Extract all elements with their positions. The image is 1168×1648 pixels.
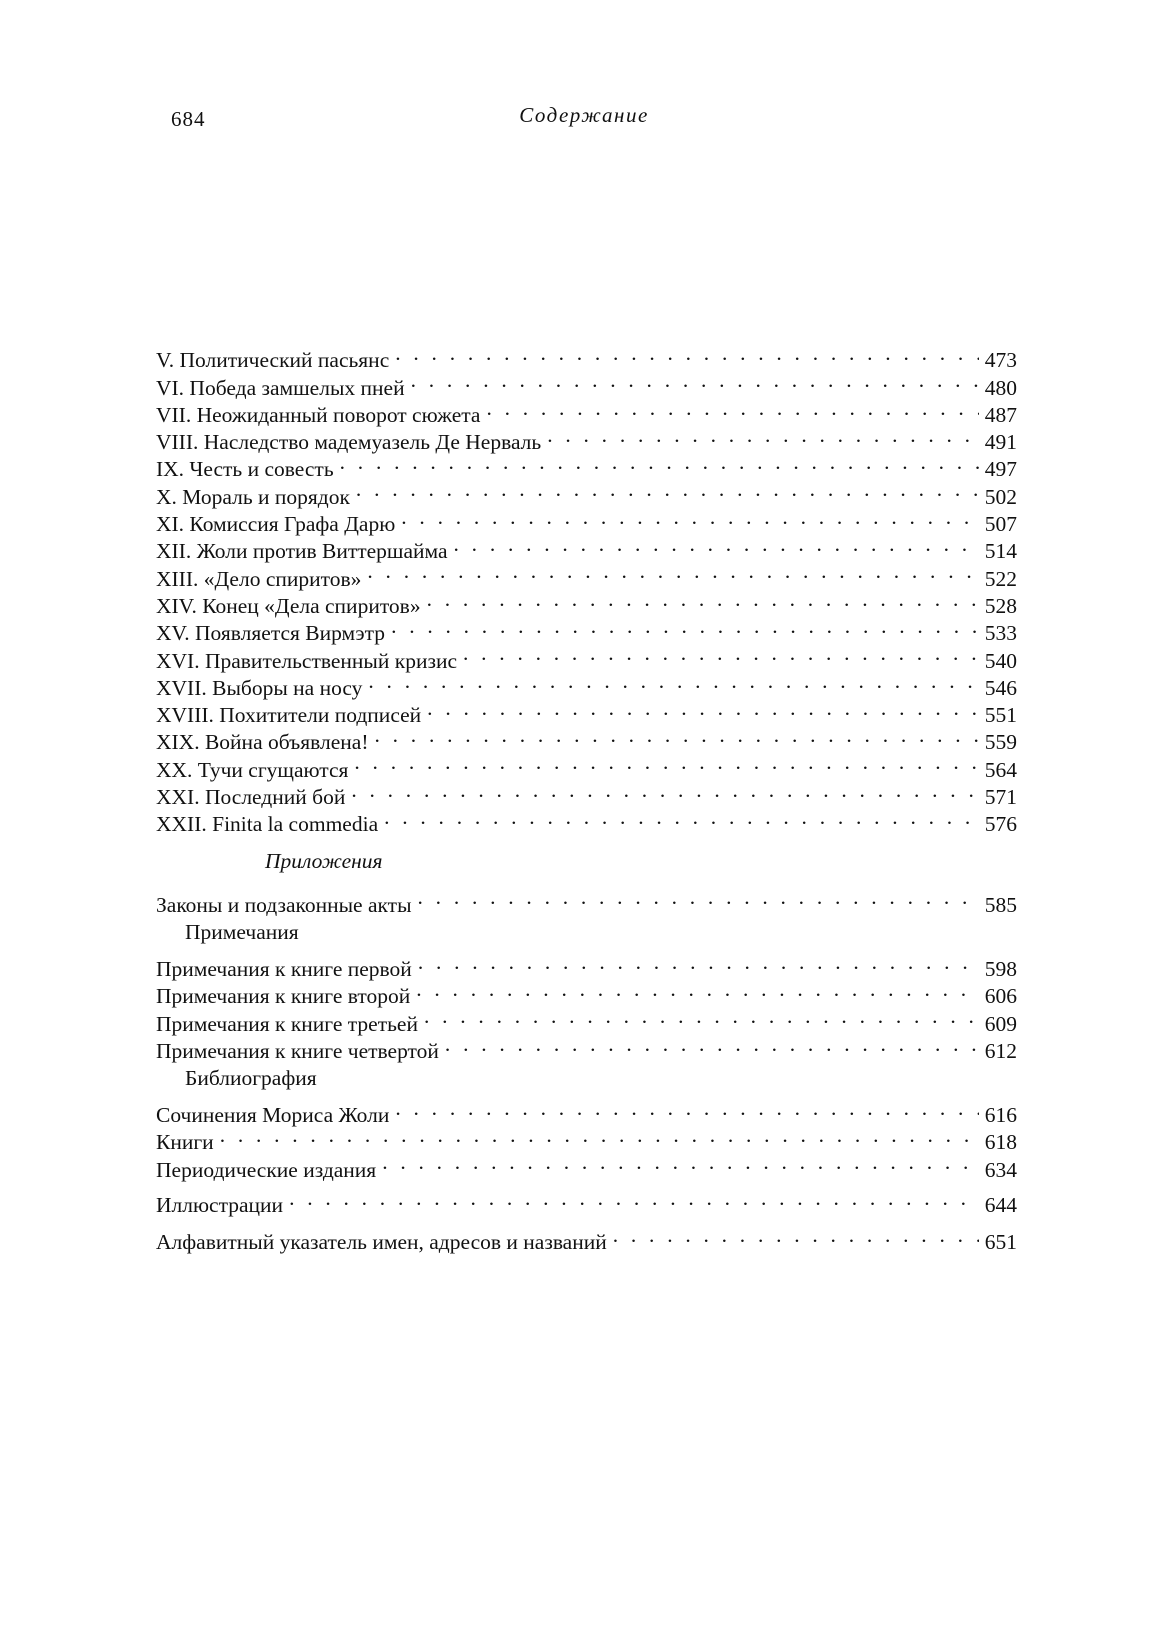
dot-leader [401,504,978,531]
toc-entry [156,1185,1017,1218]
toc-entry-title: XXI. Последний бой [156,784,351,811]
toc-entry-page: 618 [979,1129,1017,1156]
dot-leader [463,640,979,667]
toc-entry-title: Иллюстрации [156,1192,289,1219]
toc-entry [156,340,1017,373]
dot-leader [356,476,979,503]
toc-entry-title: VIII. Наследство мадемуазель Де Нерваль [156,429,547,456]
dot-leader [375,722,979,749]
toc-entry-title: Примечания к книге второй [156,983,416,1010]
toc-entry-page: 514 [979,538,1017,565]
toc-entry-page: 634 [979,1157,1017,1184]
toc-entry-title: XX. Тучи сгущаются [156,757,354,784]
dot-leader [416,976,979,1003]
toc-entry-page: 551 [979,702,1017,729]
toc-entry-title: XIII. «Дело спиритов» [156,566,367,593]
dot-leader [445,1031,979,1058]
dot-leader [547,422,979,449]
dot-leader [424,1003,979,1030]
toc-entry-page: 564 [979,757,1017,784]
toc-entry-title: XI. Комиссия Графа Дарю [156,511,401,538]
toc-entry-page: 576 [979,811,1017,838]
dot-leader [411,367,979,394]
dot-leader [395,1095,978,1122]
toc-entry-page: 528 [979,593,1017,620]
toc-entry-page: 491 [979,429,1017,456]
dot-leader [384,804,979,831]
dot-leader [454,531,979,558]
toc-entry-page: 502 [979,484,1017,511]
dot-leader [368,668,978,695]
toc-entry-page: 598 [979,956,1017,983]
appendices-heading: Приложения [265,849,383,874]
toc-entry-page: 609 [979,1011,1017,1038]
toc-entry-page: 651 [979,1229,1017,1256]
running-title: Содержание [519,103,649,127]
dot-leader [220,1122,979,1149]
toc-entry-page: 497 [979,456,1017,483]
toc-entry-page: 616 [979,1102,1017,1129]
toc-entry-title: XVIII. Похитители подписей [156,702,427,729]
dot-leader [395,340,979,367]
toc-entry-title: XXII. Finita la commedia [156,811,384,838]
toc-entry-title: Книги [156,1129,220,1156]
toc-entry-title: XIX. Война объявлена! [156,729,375,756]
toc-entry-page: 546 [979,675,1017,702]
dot-leader [427,695,979,722]
notes-heading: Примечания [185,919,299,944]
toc-entry-page: 507 [979,511,1017,538]
dot-leader [418,949,979,976]
toc-entry [156,1095,1017,1128]
toc-entry-title: VI. Победа замшелых пней [156,375,411,402]
page-number: 684 [171,107,206,131]
dot-leader [340,449,979,476]
toc-entry-page: 571 [979,784,1017,811]
toc-entry-page: 487 [979,402,1017,429]
toc-entry-title: VII. Неожиданный поворот сюжета [156,402,486,429]
table-of-contents [156,340,1017,1255]
toc-entry-title: Примечания к книге третьей [156,1011,424,1038]
dot-leader [391,613,979,640]
dot-leader [354,749,978,776]
toc-entry-title: V. Политический пасьянс [156,347,395,374]
toc-entry-page: 473 [979,347,1017,374]
toc-entry-title: Примечания к книге четвертой [156,1038,445,1065]
toc-entry-page: 480 [979,375,1017,402]
toc-entry-page: 612 [979,1038,1017,1065]
toc-entry-title: XVII. Выборы на носу [156,675,368,702]
toc-entry [156,884,1017,917]
toc-entry-title: XII. Жоли против Виттершайма [156,538,454,565]
toc-entry-title: XIV. Конец «Дела спиритов» [156,593,427,620]
toc-entry [156,1149,1017,1182]
toc-entry-title: Алфавитный указатель имен, адресов и названий [156,1229,613,1256]
toc-entry [156,1222,1017,1255]
bibliography-heading: Библиография [185,1065,317,1090]
dot-leader [427,586,979,613]
toc-entry-title: XV. Появляется Вирмэтр [156,620,391,647]
toc-entry-title: Периодические издания [156,1157,382,1184]
toc-entry-title: XVI. Правительственный кризис [156,648,463,675]
dot-leader [613,1222,979,1249]
dot-leader [418,884,979,911]
dot-leader [367,558,978,585]
toc-entry-page: 559 [979,729,1017,756]
toc-entry-title: IX. Честь и совесть [156,456,340,483]
toc-entry-page: 606 [979,983,1017,1010]
toc-entry-page: 540 [979,648,1017,675]
dot-leader [486,395,978,422]
dot-leader [289,1185,979,1212]
dot-leader [382,1149,979,1176]
toc-entry-title: Законы и подзаконные акты [156,892,418,919]
toc-entry-title: Примечания к книге первой [156,956,418,983]
toc-entry [156,1122,1017,1155]
toc-entry-page: 644 [979,1192,1017,1219]
toc-entry-page: 585 [979,892,1017,919]
toc-entry-page: 533 [979,620,1017,647]
toc-entry-page: 522 [979,566,1017,593]
toc-entry [156,949,1017,981]
toc-entry-title: Сочинения Мориса Жоли [156,1102,395,1129]
toc-entry-title: X. Мораль и порядок [156,484,356,511]
dot-leader [351,777,978,804]
